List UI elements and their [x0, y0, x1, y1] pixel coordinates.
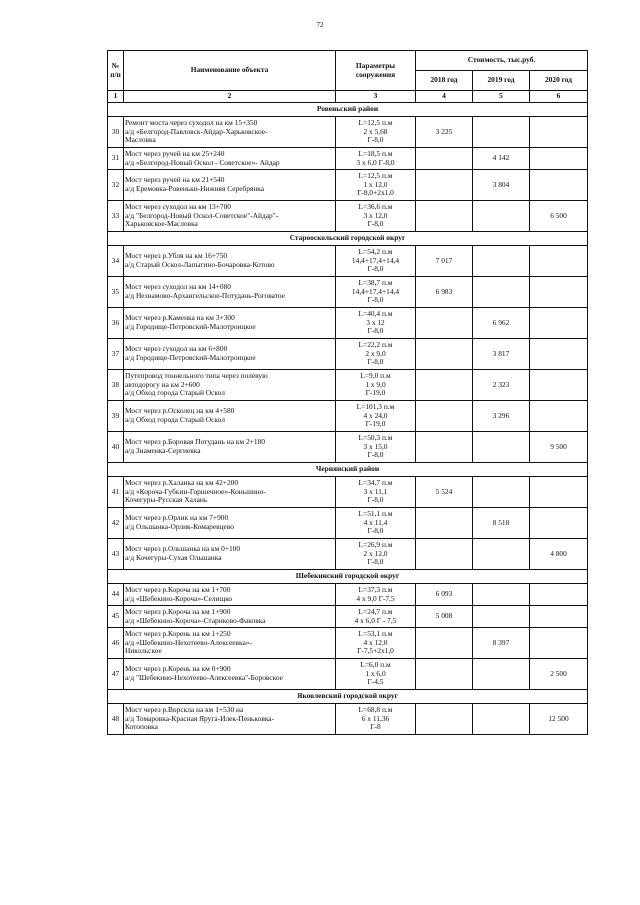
object-name-line: Мост через р.Боровая Потудань на км 2+180	[125, 438, 265, 447]
object-name-line: Мост через ручей на км 25+240	[125, 149, 225, 158]
parameter-line: Г-8,0+2х1,0	[357, 189, 394, 198]
structure-parameters	[336, 606, 416, 628]
cost-2018: 6 983	[416, 277, 473, 308]
parameter-line: Г-8,0	[367, 136, 384, 145]
structure-parameters	[336, 201, 416, 232]
table-row	[108, 339, 588, 370]
row-number: 32	[108, 170, 124, 201]
cost-table	[107, 50, 588, 735]
object-name-line: а/д Кочегуры-Сухая Ольшанка	[125, 554, 222, 562]
object-name-line: Мост через р.Орлик на км 7+900	[125, 514, 229, 523]
parameter-line: Г-8,0	[367, 451, 384, 460]
row-number: 34	[108, 246, 124, 277]
object-name-line: а/д "Белгород-Новый Оскол-Советское"-Айдар"-	[125, 211, 279, 220]
cost-2018	[416, 339, 473, 370]
object-name	[124, 628, 336, 659]
row-number: 33	[108, 201, 124, 232]
table-row	[108, 508, 588, 539]
object-name-line: Масловка	[125, 136, 156, 145]
structure-parameters	[336, 508, 416, 539]
cost-2020: 12 500	[530, 704, 588, 735]
structure-parameters	[336, 539, 416, 570]
object-name-line: Котоповка	[125, 723, 158, 732]
object-name	[124, 339, 336, 370]
header-year-2019: 2019 год	[473, 71, 530, 91]
object-name	[124, 584, 336, 606]
object-name-line: Мост через р.Каменка на км 3+300	[125, 314, 235, 323]
column-number-5: 5	[473, 91, 530, 103]
cost-2019: 8 397	[473, 628, 530, 659]
structure-parameters	[336, 117, 416, 148]
cost-2018	[416, 401, 473, 432]
cost-2020	[530, 628, 588, 659]
cost-2019	[473, 704, 530, 735]
cost-2020	[530, 117, 588, 148]
cost-2020	[530, 401, 588, 432]
object-name	[124, 401, 336, 432]
object-name-line: Мост через р.Убля на км 16+750	[125, 252, 228, 261]
cost-2018	[416, 308, 473, 339]
cost-2018	[416, 508, 473, 539]
object-name	[124, 606, 336, 628]
row-number: 30	[108, 117, 124, 148]
object-name-line: а/д Обход города Старый Оскол	[125, 416, 225, 424]
parameter-line: L=36,6 п.м	[358, 203, 393, 212]
object-name-line: а/д Городище-Петровский-Малотроицкое	[125, 323, 256, 331]
section-title: Ровеньский район	[108, 103, 588, 117]
parameter-line: L=40,4 п.м	[358, 310, 393, 319]
object-name-line: а/д «Шебекино-Короча»-Селищко	[125, 594, 233, 603]
object-name-line: Мост через р.Ворскла на км 1+530 на	[125, 706, 244, 715]
parameter-line: L=6,0 п.м	[360, 661, 391, 670]
object-name	[124, 117, 336, 148]
parameter-line: 2 х 5,68	[363, 127, 388, 136]
structure-parameters	[336, 659, 416, 690]
header-object-name: Наименование объекта	[124, 51, 336, 91]
cost-2019	[473, 539, 530, 570]
cost-2020	[530, 148, 588, 170]
parameter-line: Г-8,0	[367, 527, 384, 536]
header-number: № п/п	[108, 51, 124, 91]
table-row	[108, 628, 588, 659]
parameter-line: L=53,1 п.м	[358, 630, 393, 639]
parameter-line: Г-8,0	[367, 327, 384, 336]
cost-2020	[530, 606, 588, 628]
structure-parameters	[336, 339, 416, 370]
parameter-line: L=50,3 п.м	[358, 434, 393, 443]
cost-2019	[473, 201, 530, 232]
object-name-line: а/д «Шебекино-Нехотеево-Алексеевка»-	[125, 638, 252, 647]
cost-2018: 5 008	[416, 606, 473, 628]
cost-2019	[473, 584, 530, 606]
header-year-2018: 2018 год	[416, 71, 473, 91]
parameter-line: 4 х 12,0	[363, 638, 388, 647]
row-number: 47	[108, 659, 124, 690]
structure-parameters	[336, 477, 416, 508]
cost-2019	[473, 246, 530, 277]
object-name-line: Мост через р.Короча на км 1+900	[125, 607, 231, 616]
object-name-line: а/д Томаровка-Красная Яруга-Илек-Пеньковка-	[125, 714, 275, 723]
table-row	[108, 704, 588, 735]
cost-2019: 8 518	[473, 508, 530, 539]
parameter-line: L=24,7 п.м	[358, 607, 393, 616]
object-name	[124, 308, 336, 339]
cost-2019	[473, 477, 530, 508]
cost-2020	[530, 477, 588, 508]
parameter-line: 2 х 12,0	[363, 549, 388, 558]
parameter-line: 3 х 12	[366, 318, 385, 327]
parameter-line: L=18,5 п.м	[358, 149, 393, 158]
parameter-line: 3 х 6,0 Г-8,0	[356, 158, 395, 167]
cost-2018	[416, 201, 473, 232]
parameter-line: Г-8	[370, 723, 381, 732]
cost-2018: 7 017	[416, 246, 473, 277]
cost-2019	[473, 432, 530, 463]
row-number: 39	[108, 401, 124, 432]
table-row	[108, 659, 588, 690]
object-name-line: а/д Незнамово-Архангельское-Потудань-Роговатое	[125, 292, 285, 300]
table-row	[108, 246, 588, 277]
structure-parameters	[336, 148, 416, 170]
parameter-line: L=26,9 п.м	[358, 541, 393, 550]
parameter-line: Г-8,0	[367, 558, 384, 567]
cost-2020: 4 800	[530, 539, 588, 570]
row-number: 38	[108, 370, 124, 401]
object-name	[124, 704, 336, 735]
object-name-line: а/д «Шебекино-Короча»-Стариково-Факовка	[125, 616, 266, 625]
object-name-line: а/д Ольшанка-Орлик-Комаревцево	[125, 523, 234, 531]
parameter-line: 3 х 15,0	[363, 442, 388, 451]
parameter-line: 4 х 11,4	[363, 518, 388, 527]
object-name-line: Мост через р.Корень на км 0+900	[125, 665, 231, 674]
cost-2020: 9 500	[530, 432, 588, 463]
object-name	[124, 201, 336, 232]
table-row	[108, 117, 588, 148]
structure-parameters	[336, 370, 416, 401]
object-name-line: Мост через суходол на км 13+700	[125, 203, 231, 212]
object-name-line: Мост через суходол на км 6+800	[125, 345, 228, 354]
header-year-2020: 2020 год	[530, 71, 588, 91]
cost-2019: 3 817	[473, 339, 530, 370]
parameter-line: 4 х 6,0 Г - 7,5	[354, 616, 397, 625]
object-name-line: а/д Городище-Петровский-Малотроицкое	[125, 354, 256, 362]
cost-2019: 3 804	[473, 170, 530, 201]
cost-2018	[416, 539, 473, 570]
cost-2018	[416, 370, 473, 401]
column-number-2: 2	[124, 91, 336, 103]
parameter-line: L=68,8 п.м	[358, 706, 393, 715]
cost-2020: 6 500	[530, 201, 588, 232]
cost-2020	[530, 339, 588, 370]
column-number-1: 1	[108, 91, 124, 103]
object-name	[124, 432, 336, 463]
row-number: 44	[108, 584, 124, 606]
object-name	[124, 477, 336, 508]
object-name	[124, 539, 336, 570]
row-number: 46	[108, 628, 124, 659]
parameter-line: 1 х 12,0	[363, 180, 388, 189]
parameter-line: L=54,2 п.м	[358, 248, 393, 257]
object-name-line: Путепровод тоннельного типа через полевую	[125, 372, 268, 381]
table-row	[108, 148, 588, 170]
parameter-line: Г-4,5	[367, 678, 384, 687]
cost-2019	[473, 277, 530, 308]
row-number: 48	[108, 704, 124, 735]
parameter-line: 2 х 9,0	[365, 349, 386, 358]
object-name-line: а/д «Короча-Губкин-Горшечное»-Коньшино-	[125, 487, 266, 496]
object-name-line: Мост через ручей на км 21+540	[125, 176, 225, 185]
object-name	[124, 508, 336, 539]
object-name-line: Мост через р.Короча на км 1+700	[125, 585, 231, 594]
row-number: 31	[108, 148, 124, 170]
parameter-line: L=38,7 п.м	[358, 279, 393, 288]
structure-parameters	[336, 584, 416, 606]
cost-2019: 3 296	[473, 401, 530, 432]
parameter-line: Г-8,0	[367, 358, 384, 367]
structure-parameters	[336, 170, 416, 201]
cost-2019	[473, 606, 530, 628]
object-name-line: Кочегуры-Русская Халань	[125, 496, 208, 505]
section-title: Чернянский район	[108, 463, 588, 477]
structure-parameters	[336, 401, 416, 432]
table-row	[108, 432, 588, 463]
object-name	[124, 246, 336, 277]
row-number: 37	[108, 339, 124, 370]
object-name	[124, 659, 336, 690]
parameter-line: Г-8,0	[367, 265, 384, 274]
object-name-line: Харьковское-Масловка	[125, 220, 198, 229]
parameter-line: L=37,3 п.м	[358, 585, 393, 594]
parameter-line: L=12,5 п.м	[358, 119, 393, 128]
structure-parameters	[336, 308, 416, 339]
cost-2019	[473, 117, 530, 148]
row-number: 45	[108, 606, 124, 628]
cost-2020	[530, 370, 588, 401]
parameter-line: 1 х 6,0	[365, 669, 386, 678]
object-name-line: Мост через р.Корень на км 1+250	[125, 630, 231, 639]
row-number: 35	[108, 277, 124, 308]
parameter-line: Г-8,0	[367, 220, 384, 229]
parameter-line: 1 х 9,0	[365, 380, 386, 389]
section-title: Шебекинский городской округ	[108, 570, 588, 584]
parameter-line: L=9,0 п.м	[360, 372, 391, 381]
cost-2018	[416, 704, 473, 735]
structure-parameters	[336, 246, 416, 277]
table-row	[108, 170, 588, 201]
object-name-line: Никольское	[125, 647, 162, 656]
cost-2020	[530, 170, 588, 201]
object-name	[124, 148, 336, 170]
object-name-line: а/д Еремовка-Ровеньки-Нижняя Серебрянка	[125, 185, 265, 193]
parameter-line: Г-19,0	[365, 420, 386, 429]
table-row	[108, 277, 588, 308]
object-name-line: Мост через суходол на км 14+080	[125, 283, 231, 292]
object-name-line: а/д «Белгород-Павловск-Айдар-Харьковское-	[125, 127, 268, 136]
parameter-line: Г-19,0	[365, 389, 386, 398]
table-row	[108, 539, 588, 570]
table-row	[108, 370, 588, 401]
parameter-line: L=101,3 п.м	[356, 403, 395, 412]
table-row	[108, 308, 588, 339]
cost-2018	[416, 659, 473, 690]
column-number-6: 6	[530, 91, 588, 103]
parameter-line: 4 х 9,0 Г-7,5	[356, 594, 395, 603]
parameter-line: Г-8,0	[367, 496, 384, 505]
cost-2019: 2 323	[473, 370, 530, 401]
table-row	[108, 401, 588, 432]
table-row	[108, 201, 588, 232]
cost-2020: 2 500	[530, 659, 588, 690]
cost-2018	[416, 170, 473, 201]
parameter-line: Г-8,0	[367, 296, 384, 305]
parameter-line: L=34,7 п.м	[358, 479, 393, 488]
header-cost: Стоимость, тыс.руб.	[416, 51, 588, 71]
table-row	[108, 584, 588, 606]
cost-2018	[416, 628, 473, 659]
cost-2018	[416, 148, 473, 170]
object-name-line: автодорогу на км 2+600	[125, 380, 200, 389]
object-name-line: а/д Знаменка-Сергиевка	[125, 447, 201, 455]
structure-parameters	[336, 704, 416, 735]
object-name	[124, 170, 336, 201]
structure-parameters	[336, 277, 416, 308]
cost-2019: 4 142	[473, 148, 530, 170]
parameter-line: 6 х 11,36	[361, 714, 390, 723]
cost-2020	[530, 308, 588, 339]
object-name-line: Ремонт моста через суходол на км 15+350	[125, 119, 258, 128]
object-name-line: а/д «Белгород-Новый Оскол - Советское»- Айдар	[125, 158, 280, 167]
header-parameters: Параметры сооружения	[336, 51, 416, 91]
table-row	[108, 606, 588, 628]
cost-2020	[530, 246, 588, 277]
cost-2020	[530, 584, 588, 606]
parameter-line: 3 х 12,0	[363, 211, 388, 220]
object-name-line: а/д Старый Оскол-Лапыгино-Бочаровка-Котово	[125, 261, 275, 269]
cost-2018: 5 524	[416, 477, 473, 508]
parameter-line: 3 х 11,1	[363, 487, 388, 496]
object-name-line: Мост через р.Ольшанка на км 0+100	[125, 545, 241, 554]
structure-parameters	[336, 628, 416, 659]
row-number: 42	[108, 508, 124, 539]
object-name	[124, 370, 336, 401]
object-name	[124, 277, 336, 308]
row-number: 40	[108, 432, 124, 463]
parameter-line: L=12,5 п.м	[358, 172, 393, 181]
cost-2020	[530, 277, 588, 308]
row-number: 43	[108, 539, 124, 570]
cost-2020	[530, 508, 588, 539]
parameter-line: L=51,1 п.м	[358, 510, 393, 519]
column-number-3: 3	[336, 91, 416, 103]
page-number: 72	[316, 21, 324, 29]
parameter-line: L=22,2 п.м	[358, 341, 393, 350]
parameter-line: 14,4+17,4+14,4	[351, 287, 400, 296]
table-row	[108, 477, 588, 508]
parameter-line: 14,4+17,4+14,4	[351, 256, 400, 265]
structure-parameters	[336, 432, 416, 463]
cost-2019	[473, 659, 530, 690]
section-title: Старооскольский городской округ	[108, 232, 588, 246]
parameter-line: 4 х 24,0	[363, 411, 388, 420]
cost-2018	[416, 432, 473, 463]
object-name-line: Мост через р.Халанка на км 42+200	[125, 479, 239, 488]
object-name-line: а/д Обход города Старый Оскол	[125, 389, 225, 398]
row-number: 36	[108, 308, 124, 339]
parameter-line: Г-7,5+2х1,0	[357, 647, 394, 656]
section-title: Яковлевский городской округ	[108, 690, 588, 704]
object-name-line: Мост через р.Осколец на км 4+580	[125, 407, 235, 416]
cost-2018: 6 093	[416, 584, 473, 606]
object-name-line: а/д "Шебекино-Нехотеево-Алексеевка"-Боровское	[125, 674, 283, 682]
cost-2018: 3 225	[416, 117, 473, 148]
cost-2019: 6 962	[473, 308, 530, 339]
row-number: 41	[108, 477, 124, 508]
column-number-4: 4	[416, 91, 473, 103]
